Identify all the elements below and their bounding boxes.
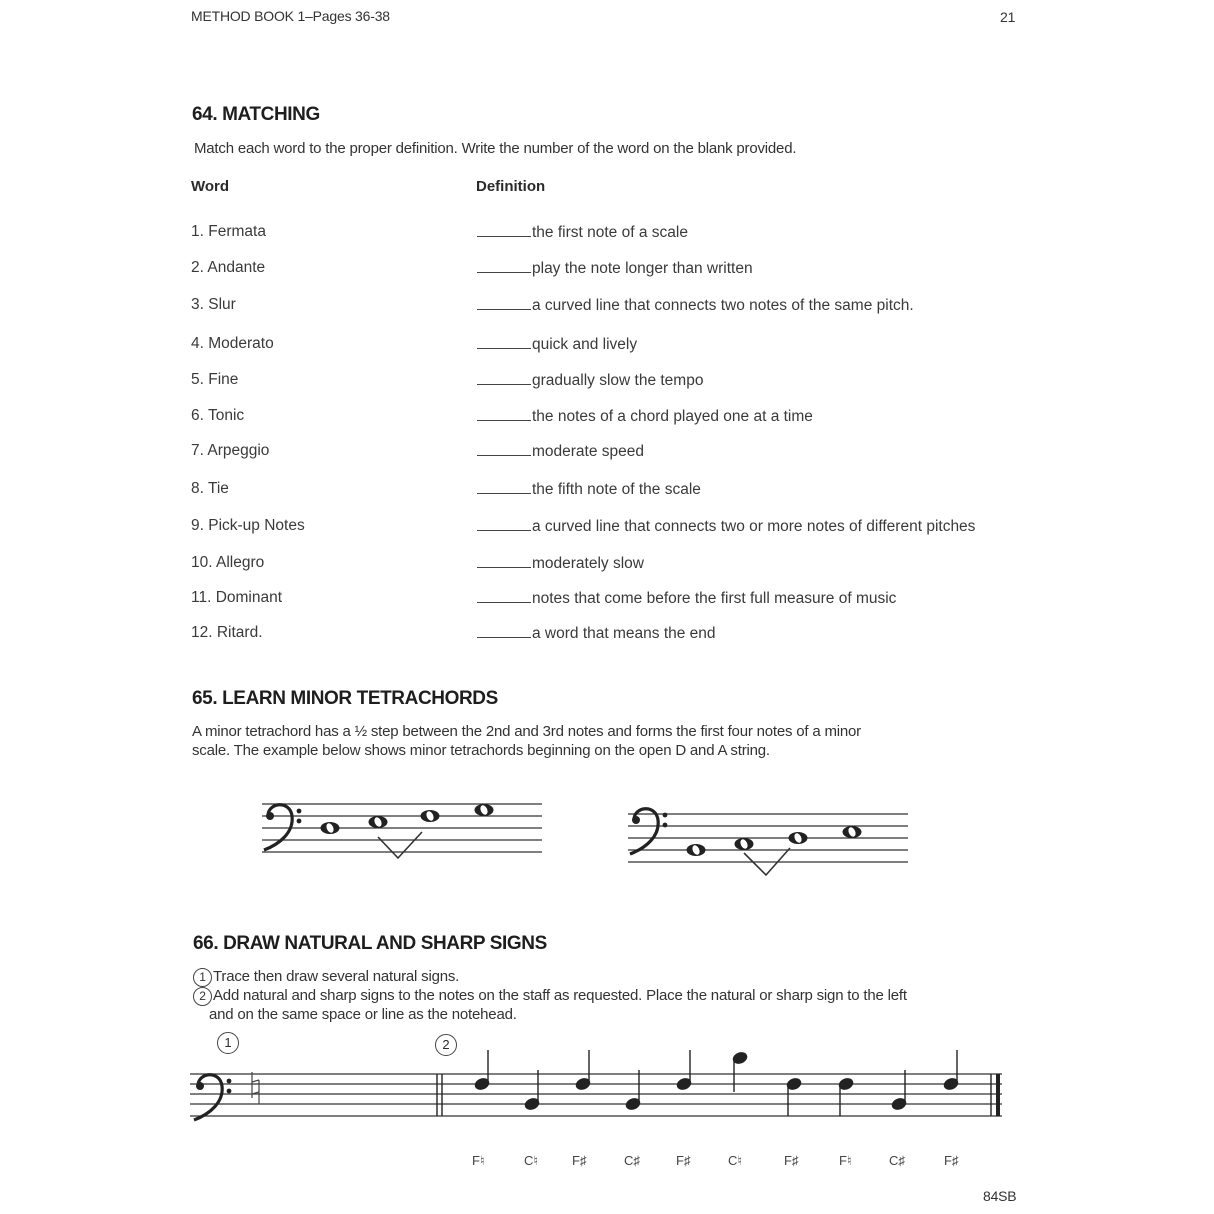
half-step-mark xyxy=(378,832,422,858)
word-item: 9. Pick-up Notes xyxy=(191,517,305,534)
section-64-title: 64. MATCHING xyxy=(192,104,320,125)
definition-item: the fifth note of the scale xyxy=(477,481,701,499)
barline xyxy=(437,1074,998,1116)
definition-item: play the note longer than written xyxy=(477,260,753,278)
definition-item: quick and lively xyxy=(477,336,637,354)
definition-item: the notes of a chord played one at a time xyxy=(477,408,813,426)
section-66-step2-cont: and on the same space or line as the notehead. xyxy=(209,1006,517,1023)
word-item: 7. Arpeggio xyxy=(191,442,270,459)
note-label: C♮ xyxy=(728,1153,743,1168)
definition-item: notes that come before the first full measure of music xyxy=(477,590,896,608)
section-65-text-line1: A minor tetrachord has a ½ step between the 2nd and 3rd notes and forms the first four notes of a minor xyxy=(192,723,861,740)
note-label: C♯ xyxy=(889,1153,905,1168)
note-label: F♮ xyxy=(839,1153,852,1168)
definition-item: moderately slow xyxy=(477,555,644,573)
whole-note xyxy=(843,826,862,838)
section-66-title: 66. DRAW NATURAL AND SHARP SIGNS xyxy=(193,933,547,954)
word-item: 12. Ritard. xyxy=(191,624,263,641)
section-65-text-line2: scale. The example below shows minor tetrachords beginning on the open D and A string. xyxy=(192,742,770,759)
bass-clef-icon xyxy=(630,809,667,854)
definition-column-header: Definition xyxy=(476,178,546,195)
word-item: 4. Moderato xyxy=(191,335,274,352)
note-label: C♯ xyxy=(624,1153,640,1168)
quarter-note xyxy=(574,1050,592,1092)
word-item: 5. Fine xyxy=(191,371,239,388)
exercise-staff xyxy=(190,1074,1002,1116)
word-item: 6. Tonic xyxy=(191,407,245,424)
staff-marker-2: 2 xyxy=(435,1034,457,1056)
definition-item: moderate speed xyxy=(477,443,644,461)
step-number-badge: 1 xyxy=(193,968,212,987)
quarter-note xyxy=(890,1070,908,1112)
step-number-badge: 2 xyxy=(193,987,212,1006)
note-label: F♮ xyxy=(472,1153,485,1168)
tetrachord-staff-d xyxy=(262,804,542,852)
quarter-note xyxy=(785,1076,803,1116)
natural-sign-icon xyxy=(252,1072,259,1104)
quarter-note xyxy=(731,1050,749,1092)
section-66-step2: 2 Add natural and sharp signs to the notes on the staff as requested. Place the natural or sharp sign to the left xyxy=(193,987,907,1006)
page-number: 21 xyxy=(1000,9,1016,25)
whole-note xyxy=(369,816,388,828)
tetrachord-staff-a xyxy=(628,814,908,862)
whole-note xyxy=(321,822,340,834)
bass-clef-icon xyxy=(194,1075,231,1120)
word-item: 3. Slur xyxy=(191,296,236,313)
definition-item: gradually slow the tempo xyxy=(477,372,703,390)
note-label: C♮ xyxy=(524,1153,539,1168)
definition-item: a word that means the end xyxy=(477,625,716,643)
word-item: 11. Dominant xyxy=(191,589,283,606)
word-item: 1. Fermata xyxy=(191,223,266,240)
quarter-note xyxy=(675,1050,693,1092)
running-header: METHOD BOOK 1–Pages 36-38 xyxy=(191,8,390,24)
definition-item: a curved line that connects two or more notes of different pitches xyxy=(477,518,975,536)
footer-code: 84SB xyxy=(983,1188,1017,1204)
word-item: 10. Allegro xyxy=(191,554,265,571)
quarter-note xyxy=(523,1070,541,1112)
note-label: F♯ xyxy=(572,1153,587,1168)
whole-note xyxy=(789,832,808,844)
whole-note xyxy=(687,844,706,856)
word-item: 8. Tie xyxy=(191,480,229,497)
note-label: F♯ xyxy=(784,1153,799,1168)
quarter-note xyxy=(837,1076,855,1116)
word-item: 2. Andante xyxy=(191,259,266,276)
word-column-header: Word xyxy=(191,178,230,195)
note-label: F♯ xyxy=(676,1153,691,1168)
section-64-instructions: Match each word to the proper definition. Write the number of the word on the blank provided. xyxy=(194,140,797,157)
section-65-title: 65. LEARN MINOR TETRACHORDS xyxy=(192,688,498,709)
definition-item: the first note of a scale xyxy=(477,224,688,242)
note-label: F♯ xyxy=(944,1153,959,1168)
whole-note xyxy=(735,838,754,850)
whole-note xyxy=(421,810,440,822)
staff-marker-1: 1 xyxy=(217,1032,239,1054)
quarter-note xyxy=(473,1050,491,1092)
whole-note xyxy=(475,804,494,816)
definition-item: a curved line that connects two notes of the same pitch. xyxy=(477,297,914,315)
quarter-note xyxy=(624,1070,642,1112)
quarter-note xyxy=(942,1050,960,1092)
section-66-step1: 1 Trace then draw several natural signs. xyxy=(193,968,459,987)
